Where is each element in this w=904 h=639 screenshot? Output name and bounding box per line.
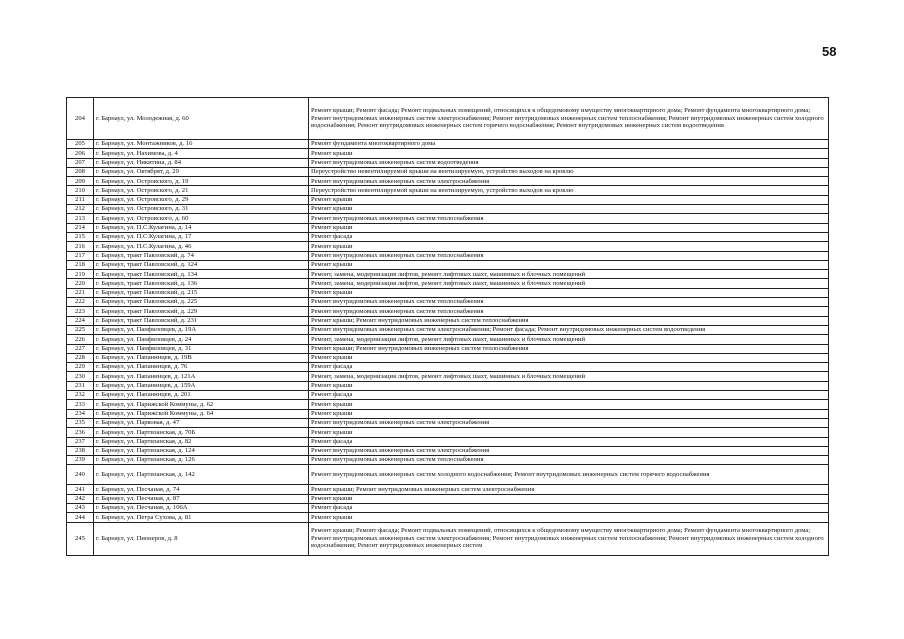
table-row <box>67 242 829 251</box>
row-number-cell: 210 <box>67 186 94 195</box>
table-row <box>67 513 829 522</box>
row-number-cell: 226 <box>67 335 94 344</box>
table-row <box>67 195 829 204</box>
row-number-cell: 220 <box>67 279 94 288</box>
address-cell: г. Барнаул, тракт Павловский, д. 215 <box>94 288 309 297</box>
row-number-cell: 244 <box>67 513 94 522</box>
row-number-cell: 205 <box>67 140 94 149</box>
table-row <box>67 363 829 372</box>
table-row <box>67 465 829 485</box>
table-row <box>67 494 829 503</box>
address-cell: г. Барнаул, ул. П.С.Кулагина, д. 46 <box>94 242 309 251</box>
work-type-cell: Ремонт, замена, модернизация лифтов, ремонт лифтовых шахт, машинных и блочных помещений <box>309 335 829 344</box>
row-number-cell: 238 <box>67 446 94 455</box>
work-type-cell: Ремонт крыши; Ремонт внутридомовых инженерных систем теплоснабжения <box>309 316 829 325</box>
table-row <box>67 98 829 140</box>
row-number-cell: 233 <box>67 400 94 409</box>
work-type-cell: Ремонт фундамента многоквартирного дома <box>309 140 829 149</box>
address-cell: г. Барнаул, ул. Парковая, д. 47 <box>94 418 309 427</box>
address-cell: г. Барнаул, ул. Молодежная, д. 60 <box>94 98 309 140</box>
table-row <box>67 158 829 167</box>
work-type-cell: Ремонт внутридомовых инженерных систем электроснабжения <box>309 177 829 186</box>
work-type-cell: Ремонт внутридомовых инженерных систем электроснабжения; Ремонт фасада; Ремонт внутридомовых инженерных систем водоотведения <box>309 325 829 334</box>
row-number-cell: 206 <box>67 149 94 158</box>
table-row <box>67 270 829 279</box>
table-row <box>67 214 829 223</box>
work-type-cell: Ремонт крыши <box>309 205 829 214</box>
table-row <box>67 316 829 325</box>
address-cell: г. Барнаул, тракт Павловский, д. 136 <box>94 279 309 288</box>
work-type-cell: Ремонт крыши <box>309 513 829 522</box>
address-cell: г. Барнаул, тракт Павловский, д. 225 <box>94 298 309 307</box>
row-number-cell: 213 <box>67 214 94 223</box>
address-cell: г. Барнаул, ул. Петра Сухова, д. 81 <box>94 513 309 522</box>
page-number: 58 <box>822 44 837 59</box>
table-row <box>67 205 829 214</box>
work-type-cell: Ремонт крыши <box>309 242 829 251</box>
repair-schedule-table <box>66 97 829 556</box>
work-type-cell: Ремонт внутридомовых инженерных систем водоотведения <box>309 158 829 167</box>
address-cell: г. Барнаул, ул. Партизанская, д. 82 <box>94 437 309 446</box>
table-row <box>67 251 829 260</box>
table-row <box>67 149 829 158</box>
work-type-cell: Ремонт крыши <box>309 260 829 269</box>
row-number-cell: 245 <box>67 522 94 555</box>
table-row <box>67 446 829 455</box>
table-row <box>67 522 829 555</box>
work-type-cell: Ремонт крыши <box>309 288 829 297</box>
address-cell: г. Барнаул, тракт Павловский, д. 134 <box>94 270 309 279</box>
work-type-cell: Ремонт внутридомовых инженерных систем теплоснабжения <box>309 251 829 260</box>
table-row <box>67 381 829 390</box>
address-cell: г. Барнаул, ул. Папанинцев, д. 76 <box>94 363 309 372</box>
row-number-cell: 217 <box>67 251 94 260</box>
table-row <box>67 428 829 437</box>
table-row <box>67 372 829 381</box>
table-row <box>67 223 829 232</box>
work-type-cell: Ремонт крыши <box>309 195 829 204</box>
work-type-cell: Ремонт фасада <box>309 503 829 512</box>
work-type-cell: Ремонт фасада <box>309 232 829 241</box>
row-number-cell: 227 <box>67 344 94 353</box>
address-cell: г. Барнаул, ул. Песчаная, д. 87 <box>94 494 309 503</box>
work-type-cell: Ремонт, замена, модернизация лифтов, ремонт лифтовых шахт, машинных и блочных помещений <box>309 372 829 381</box>
row-number-cell: 236 <box>67 428 94 437</box>
row-number-cell: 240 <box>67 465 94 485</box>
row-number-cell: 239 <box>67 456 94 465</box>
address-cell: г. Барнаул, ул. Песчаная, д. 106А <box>94 503 309 512</box>
address-cell: г. Барнаул, ул. П.С.Кулагина, д. 17 <box>94 232 309 241</box>
work-type-cell: Ремонт, замена, модернизация лифтов, ремонт лифтовых шахт, машинных и блочных помещений <box>309 279 829 288</box>
row-number-cell: 207 <box>67 158 94 167</box>
row-number-cell: 214 <box>67 223 94 232</box>
row-number-cell: 234 <box>67 409 94 418</box>
address-cell: г. Барнаул, ул. Островского, д. 31 <box>94 205 309 214</box>
table-row <box>67 437 829 446</box>
address-cell: г. Барнаул, ул. Островского, д. 19 <box>94 177 309 186</box>
row-number-cell: 235 <box>67 418 94 427</box>
work-type-cell: Ремонт крыши; Ремонт внутридомовых инженерных систем электроснабжения <box>309 485 829 494</box>
row-number-cell: 242 <box>67 494 94 503</box>
address-cell: г. Барнаул, ул. Октябрят, д. 29 <box>94 167 309 176</box>
work-type-cell: Ремонт, замена, модернизация лифтов, ремонт лифтовых шахт, машинных и блочных помещений <box>309 270 829 279</box>
address-cell: г. Барнаул, ул. Парижской Коммуны, д. 64 <box>94 409 309 418</box>
table-row <box>67 260 829 269</box>
table-row <box>67 140 829 149</box>
row-number-cell: 223 <box>67 307 94 316</box>
row-number-cell: 221 <box>67 288 94 297</box>
address-cell: г. Барнаул, ул. Парижской Коммуны, д. 62 <box>94 400 309 409</box>
address-cell: г. Барнаул, ул. Партизанская, д. 142 <box>94 465 309 485</box>
row-number-cell: 229 <box>67 363 94 372</box>
address-cell: г. Барнаул, ул. Папанинцев, д. 121А <box>94 372 309 381</box>
work-type-cell: Ремонт внутридомовых инженерных систем теплоснабжения <box>309 456 829 465</box>
work-type-cell: Ремонт внутридомовых инженерных систем теплоснабжения <box>309 307 829 316</box>
work-type-cell: Ремонт крыши; Ремонт внутридомовых инженерных систем теплоснабжения <box>309 344 829 353</box>
address-cell: г. Барнаул, ул. Никитина, д. 84 <box>94 158 309 167</box>
row-number-cell: 219 <box>67 270 94 279</box>
address-cell: г. Барнаул, ул. Панфиловцев, д. 19А <box>94 325 309 334</box>
table-row <box>67 186 829 195</box>
row-number-cell: 222 <box>67 298 94 307</box>
table-row <box>67 335 829 344</box>
work-type-cell: Ремонт крыши <box>309 494 829 503</box>
row-number-cell: 216 <box>67 242 94 251</box>
table-row <box>67 409 829 418</box>
table-row <box>67 391 829 400</box>
table-row <box>67 167 829 176</box>
address-cell: г. Барнаул, ул. Партизанская, д. 124 <box>94 446 309 455</box>
table-row <box>67 298 829 307</box>
work-type-cell: Ремонт крыши; Ремонт фасада; Ремонт подвальных помещений, относящихся к общедомовому имуществу многоквартирного дома; Ремонт фундамента многоквартирного дома; Ремонт внутридомовых инженерных систем электроснабжения; Ремонт внутридомовых инженерных систем теплоснабжения; Ремонт внутридомовых инженерных систем холодного водоснабжения; Ремонт внутридомовых инженерных систем горячего водоснабжения; Ремонт внутридомовых инженерных систем водоотведения <box>309 98 829 140</box>
work-type-cell: Ремонт крыши <box>309 428 829 437</box>
table-body <box>67 98 829 556</box>
table-row <box>67 418 829 427</box>
table-row <box>67 232 829 241</box>
address-cell: г. Барнаул, ул. П.С.Кулагина, д. 14 <box>94 223 309 232</box>
row-number-cell: 228 <box>67 353 94 362</box>
address-cell: г. Барнаул, ул. Панфиловцев, д. 31 <box>94 344 309 353</box>
row-number-cell: 218 <box>67 260 94 269</box>
work-type-cell: Ремонт фасада <box>309 437 829 446</box>
row-number-cell: 231 <box>67 381 94 390</box>
work-type-cell: Ремонт внутридомовых инженерных систем теплоснабжения <box>309 214 829 223</box>
address-cell: г. Барнаул, ул. Островского, д. 29 <box>94 195 309 204</box>
address-cell: г. Барнаул, ул. Островского, д. 60 <box>94 214 309 223</box>
address-cell: г. Барнаул, ул. Монтажников, д. 16 <box>94 140 309 149</box>
work-type-cell: Ремонт внутридомовых инженерных систем холодного водоснабжения; Ремонт внутридомовых инженерных систем горячего водоснабжения <box>309 465 829 485</box>
table-row <box>67 353 829 362</box>
work-type-cell: Переустройство невентилируемой крыши на вентилируемую, устройство выходов на кровлю <box>309 186 829 195</box>
table-row <box>67 344 829 353</box>
work-type-cell: Ремонт внутридомовых инженерных систем электроснабжения <box>309 446 829 455</box>
table-row <box>67 503 829 512</box>
row-number-cell: 215 <box>67 232 94 241</box>
work-type-cell: Ремонт крыши <box>309 409 829 418</box>
row-number-cell: 237 <box>67 437 94 446</box>
work-type-cell: Ремонт крыши; Ремонт фасада; Ремонт подвальных помещений, относящихся к общедомовому имуществу многоквартирного дома; Ремонт фундамента многоквартирного дома; Ремонт внутридомовых инженерных систем электроснабжения; Ремонт внутридомовых инженерных систем теплоснабжения; Ремонт внутридомовых инженерных систем холодного водоснабжения; Ремонт внутридомовых инженерных систем <box>309 522 829 555</box>
table-row <box>67 177 829 186</box>
work-type-cell: Ремонт фасада <box>309 363 829 372</box>
row-number-cell: 212 <box>67 205 94 214</box>
row-number-cell: 225 <box>67 325 94 334</box>
row-number-cell: 241 <box>67 485 94 494</box>
table-row <box>67 456 829 465</box>
row-number-cell: 209 <box>67 177 94 186</box>
address-cell: г. Барнаул, ул. Песчаная, д. 74 <box>94 485 309 494</box>
table-row <box>67 288 829 297</box>
work-type-cell: Ремонт крыши <box>309 223 829 232</box>
row-number-cell: 204 <box>67 98 94 140</box>
work-type-cell: Ремонт крыши <box>309 400 829 409</box>
address-cell: г. Барнаул, ул. Пионеров, д. 8 <box>94 522 309 555</box>
work-type-cell: Переустройство невентилируемой крыши на вентилируемую, устройство выходов на кровлю <box>309 167 829 176</box>
work-type-cell: Ремонт крыши <box>309 353 829 362</box>
table-row <box>67 325 829 334</box>
address-cell: г. Барнаул, ул. Папанинцев, д. 159А <box>94 381 309 390</box>
address-cell: г. Барнаул, ул. Папанинцев, д. 19В <box>94 353 309 362</box>
address-cell: г. Барнаул, ул. Островского, д. 21 <box>94 186 309 195</box>
work-type-cell: Ремонт крыши <box>309 381 829 390</box>
address-cell: г. Барнаул, ул. Панфиловцев, д. 24 <box>94 335 309 344</box>
address-cell: г. Барнаул, тракт Павловский, д. 229 <box>94 307 309 316</box>
address-cell: г. Барнаул, ул. Партизанская, д. 126 <box>94 456 309 465</box>
table-row <box>67 307 829 316</box>
row-number-cell: 243 <box>67 503 94 512</box>
row-number-cell: 211 <box>67 195 94 204</box>
row-number-cell: 208 <box>67 167 94 176</box>
work-type-cell: Ремонт внутридомовых инженерных систем теплоснабжения <box>309 298 829 307</box>
table-row <box>67 485 829 494</box>
address-cell: г. Барнаул, ул. Партизанская, д. 70Б <box>94 428 309 437</box>
work-type-cell: Ремонт внутридомовых инженерных систем электроснабжения <box>309 418 829 427</box>
table-row <box>67 400 829 409</box>
address-cell: г. Барнаул, тракт Павловский, д. 74 <box>94 251 309 260</box>
work-type-cell: Ремонт крыши <box>309 149 829 158</box>
address-cell: г. Барнаул, тракт Павловский, д. 231 <box>94 316 309 325</box>
address-cell: г. Барнаул, ул. Нахимова, д. 4 <box>94 149 309 158</box>
work-type-cell: Ремонт фасада <box>309 391 829 400</box>
address-cell: г. Барнаул, ул. Папанинцев, д. 201 <box>94 391 309 400</box>
row-number-cell: 230 <box>67 372 94 381</box>
row-number-cell: 232 <box>67 391 94 400</box>
row-number-cell: 224 <box>67 316 94 325</box>
address-cell: г. Барнаул, тракт Павловский, д. 124 <box>94 260 309 269</box>
table-row <box>67 279 829 288</box>
